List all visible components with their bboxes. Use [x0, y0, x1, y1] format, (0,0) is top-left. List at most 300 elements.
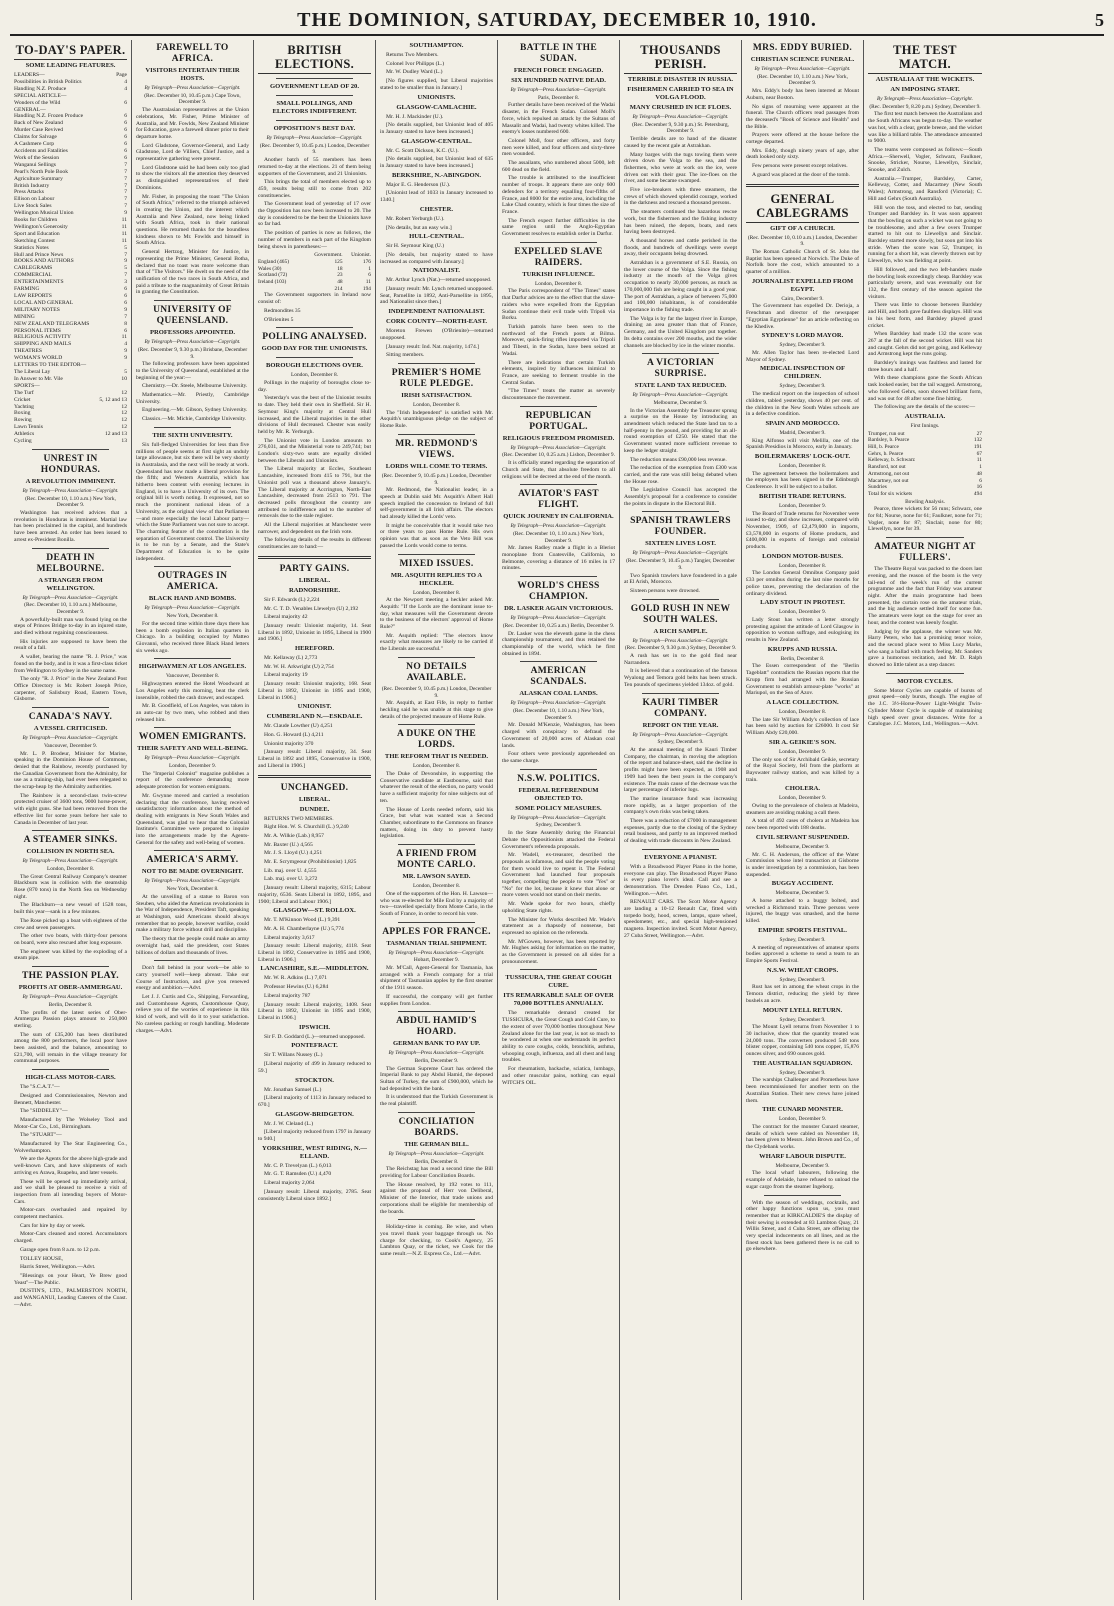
story-subhead: PROFITS AT OBER-AMMERGAU. — [18, 984, 123, 992]
story-headline: BATTLE IN THE SUDAN. — [520, 43, 597, 64]
story-headline: AMERICA'S ARMY. — [146, 855, 239, 866]
divider — [154, 850, 231, 851]
ad-paragraph: Let J. J. Curtis and Co., Shipping, Forwarding, and Customhouse Agents, Customhouse Quay, relieve you of the worries of experience in this kind of work, and will do it to your satisfaction. No careless packing or rough handling. Moderate charges.—Advt. — [136, 994, 249, 1034]
story-paragraph: In the Victorian Assembly the Treasurer sprung a surprise on the House by introducing an amendment which reduced the State land tax to a half-penny in the pound, and providing for an all-round exemption of £250. He stated that the Government wanted more sufficient revenue to keep the ledger straight. — [624, 407, 737, 454]
divider — [32, 1069, 109, 1070]
story-paragraph: The following details of the results in different constituencies are to hand:— — [258, 537, 371, 551]
story-byline: By Telegraph—Press Association—Copyright. — [632, 550, 729, 557]
story-paragraph: Mr. Gwynne moved and carried a resolution declaring that the conference, having received unsatisfactory information about the method of dealing with emigrants in New South Wales and Queensland, was glad to hear that the Colonial Institute's Committee were prepared to inquire into the arrangements made by the Agents-General for the safety and well-being of women. — [136, 792, 249, 846]
story-headline: UNREST IN HONDURAS. — [40, 453, 101, 475]
ad-line: We are the Agents for the above high-grade and well-known Cars, and have shipments of each arriving ex Arawa, Ruapehu, and later vessels. — [14, 1156, 127, 1176]
story-subhead: SIXTEEN LIVES LOST. — [645, 540, 716, 548]
index-row — [14, 86, 127, 93]
ad-paragraph: Holiday-time is coming. Be wise, and when you travel thank your baggage through us. No charge for checking, to Cook's Agency, 25 Lambton Quay, or the ticket, we Cook for the same result.—N.Z. Express Co., Ltd.—Advt. — [380, 1224, 493, 1258]
index-label: Claims for Salvage — [14, 134, 57, 141]
results-row — [258, 286, 371, 293]
scorecard-total-row — [868, 491, 982, 498]
story-byline: By Telegraph—Press Association—Copyright. — [632, 637, 729, 644]
index-row — [14, 162, 127, 169]
divider — [154, 427, 231, 428]
story-paragraph: The teams were composed as follows:—South Africa.—Sherwell, Vogler, Schwarz, Faulkner, Snooke, Stricker, Nourse, Llewellyn, Sinclair, Snooke, and Zulch. — [868, 146, 982, 174]
story-paragraph: Engineering.—Mr. Gibson, Sydney University. — [142, 407, 248, 414]
results-cell: 18 — [337, 265, 343, 272]
column-1 — [10, 40, 132, 1600]
divider — [398, 657, 475, 658]
cable-dateline: London, December 8. — [778, 709, 826, 715]
story-paragraph: Mrs. Eddy, though ninety years of age, after death looked only sixty. — [746, 147, 859, 161]
story-subhead: REPORT ON THE YEAR. — [642, 721, 719, 729]
index-row — [14, 100, 127, 107]
divider — [154, 658, 231, 659]
index-label: Hull and Prince News — [14, 251, 64, 258]
divider — [746, 184, 859, 187]
result-line: Right Hon. W. S. Churchill (L.) 9,240 — [264, 824, 349, 831]
story-subhead: SOME POLICY MEASURES. — [515, 804, 602, 812]
index-page — [124, 362, 127, 369]
story-dateline: Berlin, December 8. — [48, 1001, 93, 1008]
index-label: Handling N.Z. Produce — [14, 85, 67, 92]
index-row — [14, 376, 127, 383]
ad-paragraph: With a Broadwood Player Piano in the home, everyone can play. The Broadwood Player Piano is every piano lover's ideal. Call and see a demonstration. The Dresden Piano Co., Ltd., Wellington.—Advt. — [624, 863, 737, 897]
index-page: 12 and 13 — [104, 431, 127, 438]
index-page: 12 — [121, 403, 127, 410]
result-line: Mr. E. Scrymgeour (Prohibitionist) 1,825 — [264, 859, 357, 866]
story-paragraph: Yesterday's was the best of the Unionist results to date. They held their own in Sheffield. Sir H. Seymour King's majority at Central Hull increased, and the Liberal majorities in the other divisions of Hull decreased. Chester was easily held by Mr. R. Yerburgh. — [258, 395, 371, 435]
story-paragraph: His injuries are supposed to have been the result of a fall. — [14, 638, 127, 652]
story-paragraph: There was a reduction of £7000 in management expenses, partly due to the closing of the Sydney retail business, and partly to an improved method of dealing with trade discounts in New Zealand. — [624, 818, 737, 845]
story-subhead: GERMAN BANK TO PAY UP. — [392, 1040, 480, 1048]
index-page: 10 — [121, 375, 127, 382]
index-page: 4 — [124, 78, 127, 85]
story-paragraph: The House resolved, by 192 votes to 111, against the proposal of Herr von Deliberal, Minister of the Interior, that trade unions and corporations shall be eligible for membership of the boards. — [380, 1181, 493, 1215]
cable-dateline: Sydney, December 9. — [779, 976, 826, 983]
story-paragraph: The reduction means £90,000 less revenue. — [630, 456, 727, 463]
index-row — [14, 300, 127, 307]
cable-headline: N.S.W. WHEAT CROPS. — [766, 966, 839, 974]
story-paragraph: The Blackburn—a new vessel of 1528 tons, built this year—sank in a few minutes. — [14, 902, 127, 916]
story-subhead: RELIGIOUS FREEDOM PROMISED. — [502, 434, 615, 442]
result-line: Sitting members. — [386, 352, 425, 359]
cable-dateline: Sydney, December 9. — [779, 342, 826, 349]
constituency-name: LANCASHIRE, S.E.—MIDDLETON. — [260, 965, 369, 973]
story-subhead: A RICH SAMPLE. — [653, 627, 708, 635]
index-row — [14, 397, 127, 404]
result-line: Unionist majority 370 — [264, 740, 314, 747]
ad-line: Designed and Commissionaires, Newton and Bennett, Manchester. — [14, 1092, 127, 1106]
story-headline: WORLD'S CHESS CHAMPION. — [517, 581, 600, 603]
story-paragraph: The Rainbow is a second-class twin-screw protected cruiser of 3600 tons, 9000 horse-power, with eight guns. She had been removed from the effective list for some years before her sale to Canada in December of last year. — [14, 792, 127, 826]
divider — [276, 357, 353, 358]
constituency-name: SOUTHAMPTON. — [409, 42, 464, 49]
index-row — [14, 431, 127, 438]
story-dateline: (Rec. December 9, 10.45 p.m.) London, December 9. — [381, 685, 492, 699]
index-page — [124, 383, 127, 390]
story-paragraph: Terrible details are to hand of the disaster caused by the recent gale at Astrakhan. — [624, 136, 737, 149]
divider — [258, 775, 371, 778]
story-subhead: THE REFORM THAT IS NEEDED. — [384, 753, 489, 761]
story-paragraph: Lord Gladstone said he had been only too glad to show the visitors all the attention they deserved as distinguished representatives of their Dominions. — [136, 164, 249, 191]
story-headline: UNIVERSITY OF QUEENSLAND. — [153, 305, 232, 327]
story-paragraph: A guard was placed at the door of the tomb. — [752, 171, 850, 178]
result-line: [No details, but an easy win.] — [386, 224, 452, 231]
index-row — [14, 314, 127, 321]
masthead — [10, 6, 1104, 36]
story-dateline: Melbourne, December 9. — [653, 399, 708, 406]
story-headline: APPLES FOR FRANCE. — [382, 926, 491, 937]
story-paragraph: General Hertzog, Minister for Justice, in representing the Prime Minister, General Botha, declared that no toast was more welcome than that of "The Visitors." He dwelt on the need of the unification of the two races in South Africa, and paid a tribute to the magnanimity of Great Britain in granting the Constitution. — [136, 249, 249, 296]
divider — [258, 556, 371, 559]
story-paragraph: Further details have been received of the Wadai disaster, in the French Sudan. Colonel Moll's force, which repulsed an attack by the Sultans of Massalit and Wadai, had twenty whites killed. The enemy's losses numbered 600. — [502, 102, 615, 136]
story-paragraph: A thousand horses and cattle perished in the floods, and hundreds of dwellings were swept away, their occupants being drowned. — [624, 237, 737, 258]
story-byline: By Telegraph—Press Association—Copyright. — [510, 523, 607, 530]
ad-line: These will be opened up immediately arrival, and we shall be pleased to receive a visit of inspection from all intending buyers of Motor-Cars. — [14, 1178, 127, 1205]
story-headline: CANADA'S NAVY. — [28, 712, 113, 723]
story-paragraph: The profits of the latest series of Ober-Ammergau Passion plays amount to 250,000 sterling. — [14, 1009, 127, 1029]
constituency-name: YORKSHIRE, WEST RIDING, N.—ELLAND. — [262, 1144, 367, 1160]
ad-headline: HIGH-CLASS MOTOR-CARS. — [25, 1074, 116, 1082]
story-headline: A STEAMER SINKS. — [23, 835, 118, 846]
story-dateline: London, December 8. — [534, 280, 582, 287]
story-dateline: (Rec. December 9, 10.45 p.m.) Tangier, December 9. — [626, 558, 735, 571]
cable-dateline: London, December 8. — [778, 562, 826, 569]
cable-paragraph: Rust has set in among the wheat crops in the Temora district, reducing the yield by three bushels an acre. — [746, 984, 859, 1004]
index-label: Back of New Zealand — [14, 120, 63, 127]
results-cell: 214 — [334, 285, 343, 292]
cable-headline: THE AUSTRALIAN SQUADRON. — [752, 1059, 853, 1067]
divider — [398, 1011, 475, 1012]
cable-headline: THE CUNARD MONSTER. — [762, 1106, 843, 1114]
story-headline: A DUKE ON THE LORDS. — [397, 729, 476, 751]
index-row — [14, 390, 127, 397]
result-line: Sir H. Seymour King (U.) — [386, 243, 445, 250]
constituency-name: HULL-CENTRAL. — [409, 233, 464, 241]
result-line: Mr. J. S. Lloyd (U.) 4,251 — [264, 850, 323, 857]
story-paragraph: When Bardsley had made 132 the score was 267 at the fall of the second wicket. Hill was hit and caught. Gehrs did not get going, and Kelleway and Armstrong kept the runs going. — [868, 331, 982, 358]
story-paragraph: It is believed that a continuation of the famous Wyalong and Temora gold belts has been struck. Ten pounds of specimens yielded 134oz. of gold. — [624, 668, 737, 688]
cable-paragraph: The agreement between the boilermakers and the employers has been signed in the Edinburgh Conference. It will be subject to a ballot. — [746, 470, 859, 491]
result-line: [January result: Liberal majority, 6315; Labour majority, 6536. Seats Liberal in 1892, 1895, and 1900; Liberal and Labour 1906.] — [258, 885, 371, 905]
index-page: 6 — [124, 299, 127, 306]
story-dateline: Vancouver, December 9. — [43, 742, 98, 749]
story-subhead: A STRANGER FROM WELLINGTON. — [38, 576, 103, 592]
ad-line: DUSTIN'S, LTD., PALMERSTON NORTH, and WANGANUI, Leading Caterers of the Coast.—Advt. — [14, 1288, 127, 1308]
index-row — [14, 231, 127, 238]
result-line: [Liberal majority of 1113 in January reduced to 670.] — [258, 1095, 371, 1108]
index-label: Cycling — [14, 438, 32, 445]
index-row — [14, 410, 127, 417]
story-paragraph: Another batch of 55 members has been returned to-day at the elections. 21 of them being supporters of the Government, and 21 Unionists. — [258, 157, 371, 177]
cable-paragraph: The Board of Trade returns for November were issued to-day, and show increases, compared with November, 1909, of £2,479,000 in imports, £3,578,000 in exports of Home products, and £400,000 in exports of foreign and colonial products. — [746, 510, 859, 551]
index-label: The Liberal Lay — [14, 368, 51, 375]
story-paragraph: For the second time within three days there has been a bomb explosion in Italian quarters in Chicago. In a building occupied by Matteo Giovanni, who received three Black Hand letters six weeks ago. — [136, 620, 249, 654]
story-headline: PREMIER'S HOME RULE PLEDGE. — [391, 367, 482, 389]
story-paragraph: The engineer was killed by the exploding of a steam pipe. — [14, 948, 127, 962]
story-subhead: A VESSEL CRITICISED. — [33, 725, 108, 733]
index-page: 12 — [121, 417, 127, 424]
cable-paragraph: A meeting of representatives of amateur sports bodies approved a scheme to send a team to an Empire Sports Festival. — [746, 944, 859, 964]
index-label: Books for Children — [14, 217, 58, 224]
results-cell: Wales (30) — [258, 265, 282, 272]
index-row — [14, 272, 127, 279]
divider — [154, 727, 231, 728]
story-headline: DEATH IN MELBOURNE. — [36, 552, 105, 574]
cable-headline: BRITISH TRADE RETURNS. — [759, 492, 846, 500]
story-subhead: OPPOSITION'S BEST DAY. — [273, 125, 356, 132]
story-paragraph: The reduction of the exemption from £300 was carried, and the rate was still being debated when the House rose. — [624, 465, 737, 485]
index-row — [14, 245, 127, 252]
ad-line: Garage open from 8 a.m. to 12 p.m. — [20, 1246, 101, 1253]
story-byline: By Telegraph—Press Association—Copyright. — [388, 1050, 485, 1057]
divider — [398, 434, 475, 435]
story-paragraph: Pollings in the majority of boroughs close to-day. — [258, 379, 371, 393]
story-subhead: QUICK JOURNEY IN CALIFORNIA. — [503, 513, 614, 521]
story-paragraph: Mr. Wadell, ex-treasurer, described the proposals as infamous, and said the people voting for them would live to repent it. The Federal Government had launched four proposals together, compelling the people to vote "Yes" or "No" for the lot, because it knew that alone or more voters would not stand on their merits. — [502, 852, 615, 899]
story-byline: By Telegraph—Press Association—Copyright. — [632, 392, 729, 399]
results-cell: 1 — [368, 265, 371, 272]
index-label: SPORTS— — [14, 382, 40, 389]
story-paragraph: The "Imperial Colonist" magazine publishes a report of the conference demanding more adequate protection for women emigrants. — [136, 770, 249, 791]
index-row — [14, 279, 127, 286]
result-line: [January result: Liberal majority, 34. Seat Liberal in 1892 and 1895, Conservative in 1900, and Liberal in 1906.] — [258, 749, 371, 769]
cable-dateline: London, December 9. — [778, 748, 826, 755]
story-paragraph: Mr. Asquith replied: "The electors know exactly what measures are likely to be carried if the Liberals are successful." — [380, 632, 493, 653]
result-line: Lib. maj. over U. 4,555 — [264, 867, 317, 874]
story-paragraph: It might be conceivable that it would take two or three years to pass Home Rule. His own opinion was that as soon as the Veto Bill was passed the Lords would come to terms. — [380, 522, 493, 549]
cable-dateline: Melbourne, December 9. — [775, 890, 830, 897]
cable-dateline: Cairo, December 9. — [781, 295, 824, 302]
story-paragraph: The House of Lords needed reform, said his Grace, but what was wanted was a Second Chamber, subordinate to the Commons on finance matters, doing its duty to prevent hasty legislation. — [380, 806, 493, 840]
story-subhead: COLLISION IN NORTH SEA. — [26, 848, 115, 856]
story-headline: AMATEUR NIGHT AT FULLERS'. — [874, 542, 976, 564]
result-line: Mr. C. T. D. Venables Llewelyn (U) 2,192 — [264, 605, 359, 612]
divider — [520, 576, 597, 577]
index-label: SHIPPING AND MAILS — [14, 341, 72, 348]
index-page: 5, 12 and 13 — [99, 396, 127, 403]
index-page: 12 — [121, 410, 127, 417]
index-row — [14, 79, 127, 86]
index-label: LOCAL AND GENERAL — [14, 299, 74, 306]
constituency-name: GLASGOW-CAMLACHIE. — [396, 103, 477, 111]
index-page: 9 — [124, 306, 127, 313]
story-paragraph: Mr. M'Gowen, however, has been reported by Mr. Hughes asking for information on the matter, as the Government is pressed on all sides for a pronouncement. — [502, 938, 615, 965]
story-subhead: VISITORS ENTERTAIN THEIR HOSTS. — [145, 67, 240, 82]
cable-headline: EMPIRE SPORTS FESTIVAL. — [758, 926, 847, 934]
divider — [520, 969, 597, 970]
story-headline: MRS. EDDY BURIED. — [752, 43, 853, 53]
constituency-name: IPSWICH. — [299, 1023, 330, 1031]
divider — [32, 548, 109, 549]
index-row — [14, 183, 127, 190]
divider — [276, 120, 353, 121]
story-paragraph: Australia.—Trumper, Bardsley, Carter, Kelleway, Cotter, and Macartney (New South Wales); Armstrong, and Ransford (Victoria); C. Hill and Gehrs (South Australia). — [868, 175, 982, 202]
index-page: 6 — [124, 293, 127, 299]
story-dateline: London, December 8. — [46, 865, 94, 872]
story-dateline: (Rec. December 9, 9.30 p.m.) Sydney, December 9. — [624, 645, 737, 652]
story-paragraph: The Liberal majority at Eccles, Southeast Lancashire, increased from 415 to 791, but the Unionist poll was a thousand above January's. The Liberal majority at Accrington, North-East Lancashire, decreased from 2513 to 791. The decreased polls throughout the country are attributed to indifference and to the number of removals due to the stale register. — [258, 466, 371, 520]
story-headline: AVIATOR'S FAST FLIGHT. — [518, 489, 599, 511]
story-headline: ABDUL HAMID'S HOARD. — [396, 1016, 477, 1038]
ad-line: TOLLEY HOUSE, — [20, 1255, 63, 1262]
story-paragraph: The Australasian representatives at the Union celebrations, Mr. Fisher, Prime Minister of Australia, and Mr. Fowlds, New Zealand Minister for Education, gave a farewell dinner prior to their departure home. — [136, 107, 249, 140]
column-7 — [742, 40, 864, 1600]
story-headline: MR. REDMOND'S VIEWS. — [395, 438, 478, 460]
story-byline: By Telegraph—Press Association—Copyright. — [510, 87, 607, 93]
scorecard-row — [868, 451, 982, 458]
story-paragraph: Mr. M'Call, Agent-General for Tasmania, has arranged with a French company for a trial shipment of Tasmanian apples by the first steamer of the 1911 season. — [380, 965, 493, 992]
bowling-analysis: Pearce, three wickets for 56 runs; Schwarz, one for 84; Nourse, none for 61; Faulkner, none for 71; Vogler, none for 87; Sinclair, none for 80; Llewellyn, none for 39. — [868, 506, 982, 533]
story-subhead: TERRIBLE DISASTER IN RUSSIA. — [627, 76, 734, 83]
result-line: Liberal majority 787 — [264, 992, 311, 999]
party-gains-title: PARTY GAINS. — [279, 563, 350, 574]
constituency-name: CUMBERLAND N.—ESKDALE. — [266, 713, 363, 721]
story-headline: REPUBLICAN PORTUGAL. — [525, 410, 592, 432]
story-headline: KAURI TIMBER COMPANY. — [642, 697, 719, 719]
index-row — [14, 155, 127, 162]
index-row — [14, 203, 127, 210]
result-line: Colonel Ivor Philipps (L.) — [386, 60, 445, 67]
result-line: [Liberal majority of 499 in January reduced to 59.] — [258, 1061, 371, 1074]
column-2 — [132, 40, 254, 1600]
results-note: The Government supporters in Ireland now consist of: — [258, 292, 371, 306]
index-row — [14, 383, 127, 390]
runs: 191 — [973, 444, 982, 451]
story-byline: By Telegraph—Press Association—Copyright. — [22, 858, 119, 865]
story-dateline: (Rec. December 10, 1.10 a.m.) New York, December 9. — [25, 495, 116, 509]
story-subhead: HIGHWAYMEN AT LOS ANGELES. — [138, 663, 247, 671]
cable-paragraph: The only son of Sir Archibald Geikie, secretary of the Royal Society, fell from the platform at Bayswater railway station, and was killed by a train. — [746, 756, 859, 783]
divider — [642, 353, 719, 354]
index-page: 9 — [124, 210, 127, 217]
story-headline: THE PASSION PLAY. — [22, 971, 119, 982]
cable-dateline: London, December 9. — [778, 502, 826, 509]
story-byline: By Telegraph—Press Association—Copyright. — [754, 66, 851, 72]
story-dateline: London, December 8. — [290, 372, 338, 379]
divider — [764, 1195, 841, 1196]
story-paragraph: Few persons were present except relatives. — [752, 163, 848, 170]
result-line: Moreton Frewen (O'Brienite)—returned unopposed. — [380, 328, 493, 341]
story-paragraph: The Paris correspondent of "The Times" states that Darfur advices are to the effect that the slave-raiders who were expelled from the Egyptian Sudan continue their evil trade with Tripoli via Borku. — [502, 288, 615, 322]
story-paragraph: The only "R. J. Price" in the New Zealand Post Office Directory is Mr. Robert Joseph Price, carpenter, of Salisbury Road, Eastern Town, Gisborne. — [14, 676, 127, 703]
story-byline: By Telegraph—Press Association—Copyright. — [388, 1150, 485, 1157]
story-paragraph: Six full-fledged Universities for less than five millions of people seems at first sight an unduly large allowance, but six there will be very shortly in Australasia, and the next will be ready at work. Queensland has now made a liberal provision for the fifth; and Western Australia, which has hitherto been content with evening lectures in England, is to have a University of its own. The original bill is worth noting. It expressed, not so much the prominent national ideas of a University, as the original view of that Parliament—and more especially the local Labour party—which the State Parliament was not sure to accept. The charming feature of the constitution is the separation of Government control. The University is to be run by a Senate, and the State's Department of Education is to be quite independent. — [136, 441, 249, 562]
story-subhead: SIX HUNDRED NATIVE DEAD. — [511, 77, 606, 84]
divider — [520, 661, 597, 662]
story-dateline: (Rec. December 10, 0.25 a.m.) Berlin, December 9. — [502, 622, 615, 629]
ad-line: Manufactured by The Wolseley Tool and Motor-Car Co., Ltd., Birmingham. — [14, 1116, 127, 1130]
batsman: Gehrs, b. Pearce — [868, 450, 904, 457]
ad-line: "Blessings on your Heart, Ye Brew good Yeast"—The Public. — [14, 1273, 127, 1286]
index-page: 6 — [124, 134, 127, 141]
cable-dateline: Melbourne, December 9. — [775, 1162, 830, 1169]
section-title: THOUSANDS PERISH. — [624, 43, 737, 74]
story-byline: By Telegraph—Press Association—Copyright. — [144, 755, 241, 762]
cable-paragraph: The Mount Lyell returns from November 1 to 30 inclusive, show that the quantity treated was 24,000 tons. The converters produced 548 tons blister copper, containing 540 tons copper, 15,876 ounces silver, and 690 ounces gold. — [746, 1024, 859, 1058]
story-dateline: Sydney, December 9. — [657, 739, 704, 746]
index-page: 7 — [124, 203, 127, 210]
story-paragraph: At the annual meeting of the Kauri Timber Company, the chairman, in moving the adoption of the report and balance-sheet, said the decline in profits might have been expected, as 1908 and 1909 had been the best years in the company's existence. The main cause of the decrease was the larger percentage of inferior logs. — [624, 747, 737, 794]
constituency-name: INDEPENDENT NATIONALIST. — [388, 308, 485, 316]
cable-paragraph: The Roman Catholic Church of St. John the Baptist has been opened at Norwich. The Duke of Norfolk bore the cost, which amounted to a quarter of a million. — [746, 248, 859, 276]
story-paragraph: Two Spanish trawlers have foundered in a gale at El Arish, Morocco. — [624, 572, 737, 586]
story-dateline: New York, December 8. — [166, 613, 219, 620]
story-paragraph: Prayers were offered at the house before the cortege departed. — [746, 132, 859, 146]
story-paragraph: The trouble is attributed to the insufficient number of troops. It appears there are only 600 defenders for a territory equalling four-fifths of France, and 8000 for the entire area, including the Lake Chad country, which is four times the size of France. — [502, 175, 615, 215]
cable-headline: KRUPPS AND RUSSIA. — [767, 645, 838, 653]
constituency-name: DUNDEE. — [299, 805, 330, 813]
index-row — [14, 265, 127, 272]
index-row — [14, 424, 127, 431]
index-label: Yachting — [14, 403, 34, 410]
results-cell: Scotland (72) — [258, 272, 288, 279]
story-byline: By Telegraph—Press Association—Copyright. — [510, 615, 607, 622]
divider — [398, 363, 475, 364]
story-paragraph: Mr. James Radley made a flight in a Bleriot monoplane from Coatesville, California, to Belmonte, covering a distance of 16 miles in 17 minutes. — [502, 545, 615, 572]
result-line: Mr. W. Dudley Ward (L.) — [386, 69, 443, 76]
index-label: Wellington's Generosity — [14, 223, 68, 230]
index-label: PERSONAL ITEMS — [14, 327, 61, 334]
result-line: Mr. J. W. Cleland (L.) — [264, 1120, 314, 1127]
index-label: BOOKS AND AUTHORS — [14, 258, 74, 265]
story-byline: By Telegraph—Press Association—Copyright. — [144, 339, 241, 346]
index-page: 4 — [124, 85, 127, 92]
index-label: Wonders of the Wild — [14, 99, 61, 106]
result-line: Liberal majority 3,617 — [264, 934, 315, 941]
cable-paragraph: The Government has expelled Dr. Derioja, a Frenchman and director of the newspaper "Egyptian Egyptienne" for an article reflecting on the Khedive. — [746, 303, 859, 330]
story-dateline: (Rec. December 10, 1.10 a.m.) New York, December 9. — [513, 708, 604, 721]
divider — [398, 554, 475, 555]
index-label: GENERAL— — [14, 106, 46, 113]
result-line: Mr. C. Scott Dickson, K.C. (U.). — [386, 147, 459, 154]
story-subhead: A REVOLUTION IMMINENT. — [25, 477, 116, 485]
index-label: THEATRES — [14, 348, 42, 355]
story-subhead: THE SIXTH UNIVERSITY. — [152, 431, 233, 439]
divider — [276, 327, 353, 328]
story-paragraph: The following professors have been appointed to the University of Queensland, established at the beginning of the year:— — [136, 361, 249, 381]
cable-dateline: (Rec. December 10, 0.10 a.m.) London, December 9. — [747, 234, 858, 248]
divider — [520, 242, 597, 243]
cable-dateline: Berlin, December 8. — [780, 655, 825, 662]
cable-dateline: Sydney, December 9. — [779, 1069, 826, 1076]
index-page: 8 — [124, 320, 127, 327]
result-line: Mr. Baxter (U.) 4,565 — [264, 841, 313, 848]
index-page: 7 — [124, 161, 127, 168]
index-page: 11 — [121, 237, 127, 244]
constituency-name: CHESTER. — [419, 205, 454, 213]
story-paragraph: Four others were previously apprehended on the same charge. — [502, 751, 615, 764]
story-paragraph: Mr. Asquith, at East Fife, in reply to further heckling said he was unable at this stage to give details of the projected measure of Home Rule. — [380, 700, 493, 720]
index-page: 3 — [124, 279, 127, 286]
story-headline: EXPELLED SLAVE RAIDERS. — [514, 246, 603, 268]
batsman: Ransford, not out — [868, 464, 906, 471]
story-paragraph: Judging by the applause, the winner was Mr. Harry Peters, who has a promising tenor voice, and the second place went to Miss Lucy Marks, who sang a ballad with much feeling. Mr. Sanders gave a humorous recitation, and Mr. D. Ralph showed no little talent as a step dancer. — [868, 628, 982, 669]
ad-line: Manufactured by The Star Engineering Co., Wolverhampton. — [14, 1141, 127, 1154]
index-label: Work of the Session — [14, 154, 60, 161]
ad-paragraph: Some Motor Cycles are capable of bursts of great speed—only bursts, though. The engine of the J.C. 3½-Horse-Power Light-Weight Twin-Cylinder Motor Cycle is capable of maintaining high speed over great distances. Write for a Catalogue. J.C. Motors, Ltd., Wellington.—Advt. — [868, 687, 982, 728]
constituency-name: NATIONALIST. — [413, 267, 460, 275]
story-paragraph: The steamers continued the hazardous rescue work, but the fishermen and the fishing industry has been ruined, the depots, boats, and nets having been destroyed. — [624, 209, 737, 236]
batsman: Hill, b. Pearce — [868, 444, 899, 451]
index-row — [14, 341, 127, 348]
index-row — [14, 189, 127, 196]
story-subhead: TASMANIAN TRIAL SHIPMENT. — [386, 939, 487, 947]
results-cell: 48 — [337, 279, 343, 286]
story-dateline: (Rec. December 9, 10.45 p.m.) London, December 9. — [259, 142, 370, 156]
constituency-name: GLASGOW-BRIDGETON. — [275, 1110, 354, 1118]
story-dateline: Berlin, December 8. — [414, 1158, 459, 1165]
scorecard-title: AUSTRALIA. — [904, 412, 946, 420]
story-dateline: (Rec. December 10, 1.10 a.m.) New York, December 9. — [513, 530, 604, 544]
scorecard-row — [868, 431, 982, 438]
